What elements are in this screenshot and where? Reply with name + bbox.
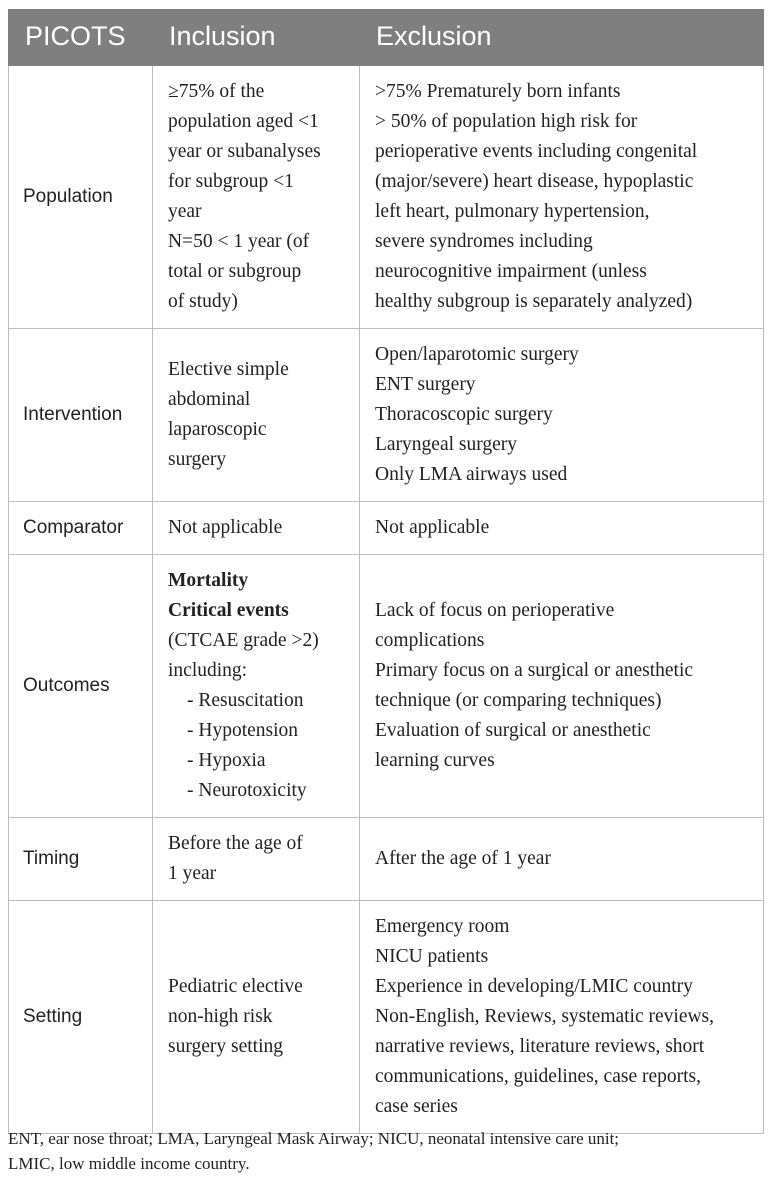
inclusion-cell	[153, 502, 360, 555]
cell-line: Lack of focus on perioperative	[375, 600, 615, 621]
cell-line: total or subgroup	[168, 261, 302, 282]
cell-line: Elective simple	[168, 359, 289, 380]
cell-line: Thoracoscopic surgery	[375, 404, 553, 425]
cell-line: Non-English, Reviews, systematic reviews,	[375, 1006, 715, 1027]
inclusion-cell	[153, 901, 360, 1134]
exclusion-cell	[360, 818, 764, 901]
cell-line: N=50 < 1 year (of	[168, 231, 310, 252]
cell-line: surgery setting	[168, 1036, 284, 1057]
bullet-item: - Neurotoxicity	[187, 780, 307, 801]
row-label: Setting	[9, 901, 153, 1134]
cell-line: ENT surgery	[375, 374, 476, 395]
row-label: Comparator	[9, 502, 153, 555]
cell-line: technique (or comparing techniques)	[375, 690, 662, 711]
table-footnote	[8, 1126, 768, 1176]
cell-line: 1 year	[168, 863, 217, 884]
cell-line: Laryngeal surgery	[375, 434, 518, 455]
cell-line: NICU patients	[375, 946, 489, 967]
cell-line: neurocognitive impairment (unless	[375, 261, 647, 282]
table-body	[9, 66, 764, 1134]
cell-line: Evaluation of surgical or anesthetic	[375, 720, 651, 741]
cell-line: > 50% of population high risk for	[375, 111, 638, 132]
cell-line: narrative reviews, literature reviews, short	[375, 1036, 705, 1057]
cell-line: left heart, pulmonary hypertension,	[375, 201, 650, 222]
cell-line: Critical events	[168, 600, 289, 621]
row-label: Outcomes	[9, 555, 153, 818]
header-inclusion: Inclusion	[153, 10, 360, 66]
table-row	[9, 502, 764, 555]
bullet-item: - Hypotension	[187, 720, 299, 741]
cell-line: surgery	[168, 449, 227, 470]
cell-line: laparoscopic	[168, 419, 267, 440]
inclusion-cell	[153, 555, 360, 818]
exclusion-cell	[360, 329, 764, 502]
table-row	[9, 329, 764, 502]
cell-line: After the age of 1 year	[375, 848, 551, 869]
table-row	[9, 818, 764, 901]
cell-line: complications	[375, 630, 485, 651]
cell-line: year	[168, 201, 202, 222]
exclusion-cell	[360, 901, 764, 1134]
bullet-item: - Resuscitation	[187, 690, 304, 711]
picots-table	[8, 9, 764, 1134]
cell-line: Emergency room	[375, 916, 510, 937]
cell-line: population aged <1	[168, 111, 319, 132]
cell-line: Pediatric elective	[168, 976, 303, 997]
inclusion-cell	[153, 818, 360, 901]
cell-line: severe syndromes including	[375, 231, 593, 252]
inclusion-cell	[153, 329, 360, 502]
table-row	[9, 555, 764, 818]
cell-line: communications, guidelines, case reports,	[375, 1066, 701, 1087]
row-label: Intervention	[9, 329, 153, 502]
cell-line: for subgroup <1	[168, 171, 294, 192]
bullet-item: - Hypoxia	[187, 750, 266, 771]
cell-line: Not applicable	[375, 517, 490, 538]
header-exclusion: Exclusion	[360, 10, 764, 66]
table-row	[9, 66, 764, 329]
cell-line: Before the age of	[168, 833, 303, 854]
cell-line: >75% Prematurely born infants	[375, 81, 621, 102]
cell-line: perioperative events including congenital	[375, 141, 698, 162]
cell-line: Primary focus on a surgical or anesthetic	[375, 660, 694, 681]
cell-line: of study)	[168, 291, 238, 312]
row-label: Population	[9, 66, 153, 329]
cell-line: ≥75% of the	[168, 81, 265, 102]
table-row	[9, 901, 764, 1134]
cell-line: Only LMA airways used	[375, 464, 568, 485]
header-picots: PICOTS	[9, 10, 153, 66]
picots-table-container	[8, 9, 763, 1134]
inclusion-cell	[153, 66, 360, 329]
cell-line: healthy subgroup is separately analyzed)	[375, 291, 693, 312]
cell-line: including:	[168, 660, 248, 681]
table-header-row	[9, 10, 764, 66]
exclusion-cell	[360, 66, 764, 329]
cell-line: non-high risk	[168, 1006, 273, 1027]
row-label: Timing	[9, 818, 153, 901]
cell-line: abdominal	[168, 389, 251, 410]
cell-line: case series	[375, 1096, 458, 1117]
exclusion-cell	[360, 555, 764, 818]
cell-line: (CTCAE grade >2)	[168, 630, 319, 651]
cell-line: learning curves	[375, 750, 495, 771]
footnote-line: LMIC, low middle income country.	[8, 1154, 250, 1173]
cell-line: (major/severe) heart disease, hypoplastic	[375, 171, 694, 192]
cell-line: Experience in developing/LMIC country	[375, 976, 693, 997]
exclusion-cell	[360, 502, 764, 555]
cell-line: Not applicable	[168, 517, 283, 538]
cell-line: Open/laparotomic surgery	[375, 344, 579, 365]
cell-line: year or subanalyses	[168, 141, 321, 162]
cell-line: Mortality	[168, 570, 249, 591]
footnote-line: ENT, ear nose throat; LMA, Laryngeal Mask Airway; NICU, neonatal intensive care unit;	[8, 1129, 620, 1148]
